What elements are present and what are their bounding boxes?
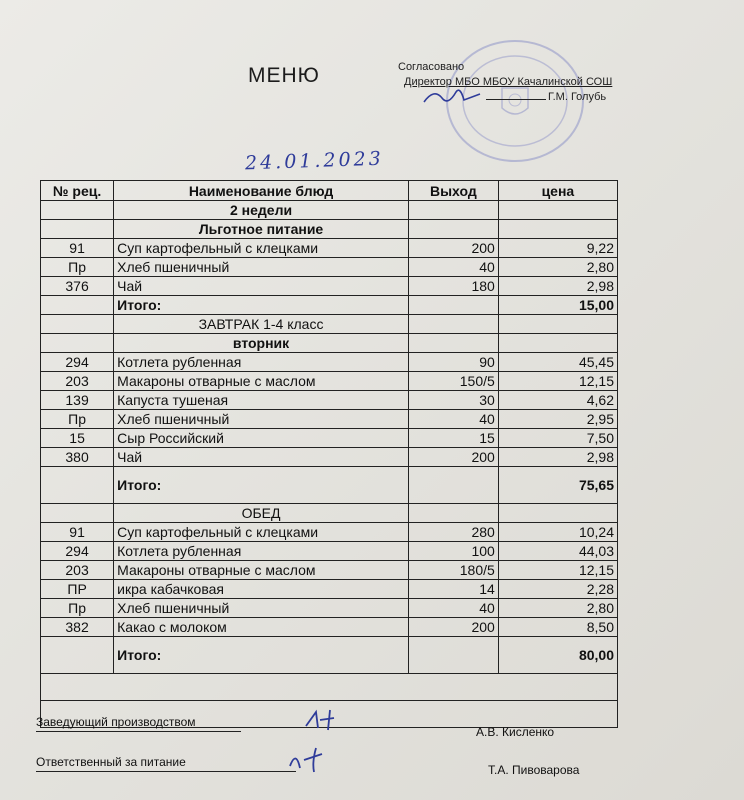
table-row (41, 448, 618, 467)
cell-name: Макароны отварные с маслом (114, 561, 409, 580)
table-row (41, 410, 618, 429)
signature-mark-2 (282, 744, 342, 776)
approval-label: Согласовано (398, 61, 465, 73)
table-row (41, 353, 618, 372)
total-value: 15,00 (498, 296, 617, 315)
cell-out: 150/5 (408, 372, 498, 391)
total-value: 75,65 (498, 467, 617, 504)
cell-price: 4,62 (498, 391, 617, 410)
section-benefit: Льготное питание (114, 220, 409, 239)
day-row (41, 334, 618, 353)
cell-code: 91 (41, 523, 114, 542)
week-label: 2 недели (114, 201, 409, 220)
cell-price: 2,95 (498, 410, 617, 429)
total-label: Итого: (114, 637, 409, 674)
cell-out: 40 (408, 599, 498, 618)
cell-code: ПР (41, 580, 114, 599)
table-header-row (41, 181, 618, 201)
cell-code: 376 (41, 277, 114, 296)
total-row (41, 637, 618, 674)
table-row (41, 429, 618, 448)
cell-price: 44,03 (498, 542, 617, 561)
cell-name: икра кабачковая (114, 580, 409, 599)
cell-code: 380 (41, 448, 114, 467)
table-row (41, 542, 618, 561)
cell-name: Какао с молоком (114, 618, 409, 637)
section-row (41, 315, 618, 334)
cell-name: Котлета рубленная (114, 353, 409, 372)
approval-name: Г.М. Голубь (548, 91, 607, 103)
cell-out: 40 (408, 258, 498, 277)
table-row (41, 372, 618, 391)
approval-position: Директор МБО МБОУ Качалинской СОШ (404, 76, 613, 88)
cell-code: Пр (41, 410, 114, 429)
cell-price: 2,80 (498, 258, 617, 277)
cell-out: 100 (408, 542, 498, 561)
cell-code: 294 (41, 542, 114, 561)
day-label: вторник (114, 334, 409, 353)
cell-code: 294 (41, 353, 114, 372)
cell-out: 200 (408, 239, 498, 258)
table-row (41, 239, 618, 258)
header-code: № рец. (41, 181, 114, 201)
cell-name: Сыр Российский (114, 429, 409, 448)
table-row (41, 277, 618, 296)
section-row (41, 504, 618, 523)
section-lunch: ОБЕД (114, 504, 409, 523)
cell-price: 2,80 (498, 599, 617, 618)
cell-name: Капуста тушеная (114, 391, 409, 410)
total-value: 80,00 (498, 637, 617, 674)
page-title: МЕНЮ (248, 64, 320, 87)
header-price: цена (498, 181, 617, 201)
cell-name: Суп картофельный с клецками (114, 239, 409, 258)
signature-person: А.В. Кисленко (476, 725, 555, 739)
header-out: Выход (408, 181, 498, 201)
cell-out: 15 (408, 429, 498, 448)
cell-name: Макароны отварные с маслом (114, 372, 409, 391)
table-row (41, 561, 618, 580)
header-name: Наименование блюд (114, 181, 409, 201)
cell-price: 8,50 (498, 618, 617, 637)
cell-price: 12,15 (498, 372, 617, 391)
cell-code: Пр (41, 258, 114, 277)
cell-code: 91 (41, 239, 114, 258)
signature-role: Ответственный за питание (36, 755, 186, 769)
cell-out: 280 (408, 523, 498, 542)
cell-price: 45,45 (498, 353, 617, 372)
cell-code: Пр (41, 599, 114, 618)
director-signature (420, 84, 490, 108)
menu-table (40, 180, 618, 728)
cell-price: 2,28 (498, 580, 617, 599)
total-label: Итого: (114, 467, 409, 504)
table-row (41, 599, 618, 618)
cell-out: 30 (408, 391, 498, 410)
total-label: Итого: (114, 296, 409, 315)
cell-name: Чай (114, 277, 409, 296)
date-handwritten: 24.01.2023 (244, 147, 385, 175)
cell-code: 203 (41, 561, 114, 580)
cell-name: Хлеб пшеничный (114, 258, 409, 277)
cell-out: 180/5 (408, 561, 498, 580)
cell-out: 180 (408, 277, 498, 296)
cell-out: 200 (408, 618, 498, 637)
cell-code: 203 (41, 372, 114, 391)
table-row (41, 580, 618, 599)
cell-price: 10,24 (498, 523, 617, 542)
cell-price: 2,98 (498, 448, 617, 467)
cell-name: Чай (114, 448, 409, 467)
signature-person: Т.А. Пивоварова (488, 763, 580, 777)
section-row (41, 220, 618, 239)
cell-price: 7,50 (498, 429, 617, 448)
signature-mark-1 (300, 706, 360, 734)
table-row (41, 391, 618, 410)
cell-name: Котлета рубленная (114, 542, 409, 561)
total-row (41, 296, 618, 315)
cell-code: 139 (41, 391, 114, 410)
cell-name: Хлеб пшеничный (114, 599, 409, 618)
cell-name: Хлеб пшеничный (114, 410, 409, 429)
cell-out: 14 (408, 580, 498, 599)
cell-name: Суп картофельный с клецками (114, 523, 409, 542)
table-row (41, 523, 618, 542)
cell-code: 382 (41, 618, 114, 637)
cell-price: 9,22 (498, 239, 617, 258)
cell-price: 12,15 (498, 561, 617, 580)
section-breakfast: ЗАВТРАК 1-4 класс (114, 315, 409, 334)
table-row (41, 258, 618, 277)
signature-role: Заведующий производством (36, 715, 196, 729)
week-row (41, 201, 618, 220)
cell-out: 40 (408, 410, 498, 429)
cell-code: 15 (41, 429, 114, 448)
table-row (41, 618, 618, 637)
cell-price: 2,98 (498, 277, 617, 296)
total-row (41, 467, 618, 504)
cell-out: 90 (408, 353, 498, 372)
cell-out: 200 (408, 448, 498, 467)
signature-row (41, 674, 618, 701)
